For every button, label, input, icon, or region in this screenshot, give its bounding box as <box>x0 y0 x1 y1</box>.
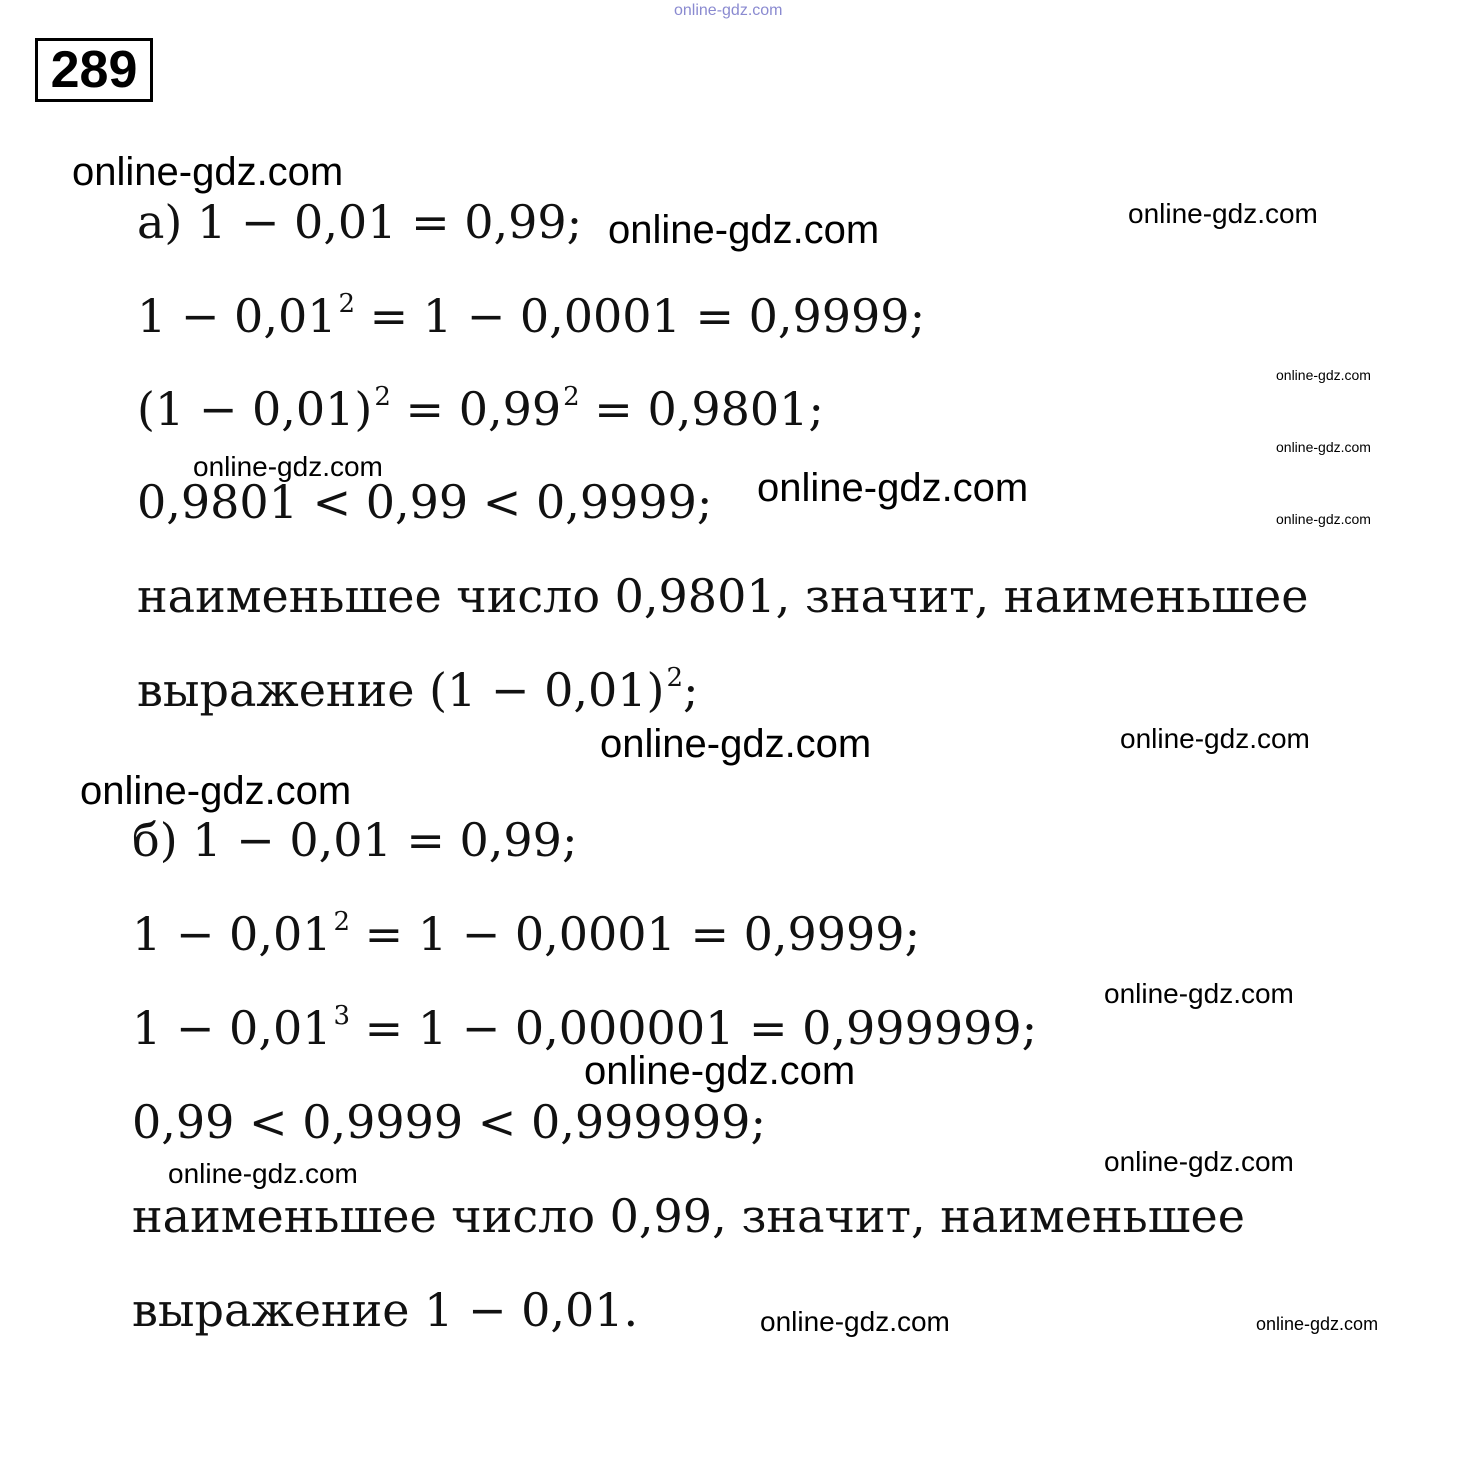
part-a-line-1: а) 1 − 0,01 = 0,99; <box>137 195 583 249</box>
exponent: 3 <box>333 1001 351 1031</box>
expression-text: ; <box>683 663 699 717</box>
expression-text: = 1 − 0,0001 = 0,9999; <box>350 907 921 961</box>
expression-text: = 1 − 0,0001 = 0,9999; <box>355 289 926 343</box>
part-a-line-6 <box>137 662 699 726</box>
watermark: online-gdz.com <box>674 2 783 19</box>
watermark: online-gdz.com <box>1104 978 1294 1009</box>
watermark: online-gdz.com <box>608 208 880 252</box>
watermark: online-gdz.com <box>600 722 872 766</box>
watermark: online-gdz.com <box>80 769 352 813</box>
expression-text: выражение (1 − 0,01) <box>137 663 665 717</box>
part-b-line-5: наименьшее число 0,99, значит, наименьшее <box>132 1189 1245 1243</box>
exponent: 2 <box>333 907 351 937</box>
part-b-line-4: 0,99 < 0,9999 < 0,999999; <box>132 1095 766 1149</box>
part-b-line-6: выражение 1 − 0,01. <box>132 1283 639 1337</box>
expression-text: 1 − 0,01 <box>132 907 332 961</box>
part-a-line-2 <box>137 288 925 352</box>
expression-text: = 0,9801; <box>579 382 824 436</box>
part-a-line-5: наименьшее число 0,9801, значит, наименьшее <box>137 569 1309 623</box>
watermark: online-gdz.com <box>1256 1314 1379 1334</box>
watermark: online-gdz.com <box>757 466 1029 510</box>
part-a-line-3 <box>137 381 824 445</box>
watermark: online-gdz.com <box>1104 1146 1294 1177</box>
expression-text: 1 − 0,01 <box>132 1001 332 1055</box>
watermark: online-gdz.com <box>1276 511 1371 527</box>
watermark: online-gdz.com <box>168 1158 358 1189</box>
watermark: online-gdz.com <box>193 451 383 482</box>
watermark: online-gdz.com <box>1120 723 1310 754</box>
part-a-line-4: 0,9801 < 0,99 < 0,9999; <box>137 475 713 529</box>
watermark: online-gdz.com <box>1276 439 1371 455</box>
expression-text: (1 − 0,01) <box>137 382 373 436</box>
watermark: online-gdz.com <box>584 1049 856 1093</box>
watermark: online-gdz.com <box>72 150 344 194</box>
watermark: online-gdz.com <box>760 1306 950 1337</box>
expression-text: = 1 − 0,000001 = 0,999999; <box>350 1001 1038 1055</box>
watermark: online-gdz.com <box>1276 367 1371 383</box>
exponent: 2 <box>563 382 580 412</box>
exponent: 2 <box>666 663 683 693</box>
watermark: online-gdz.com <box>1128 198 1318 229</box>
part-b-line-2 <box>132 906 920 970</box>
exponent: 2 <box>338 289 356 319</box>
problem-number-box: 289 <box>35 38 153 102</box>
part-b-line-1: б) 1 − 0,01 = 0,99; <box>132 813 578 867</box>
expression-text: = 0,99 <box>390 382 562 436</box>
expression-text: 1 − 0,01 <box>137 289 337 343</box>
exponent: 2 <box>374 382 391 412</box>
